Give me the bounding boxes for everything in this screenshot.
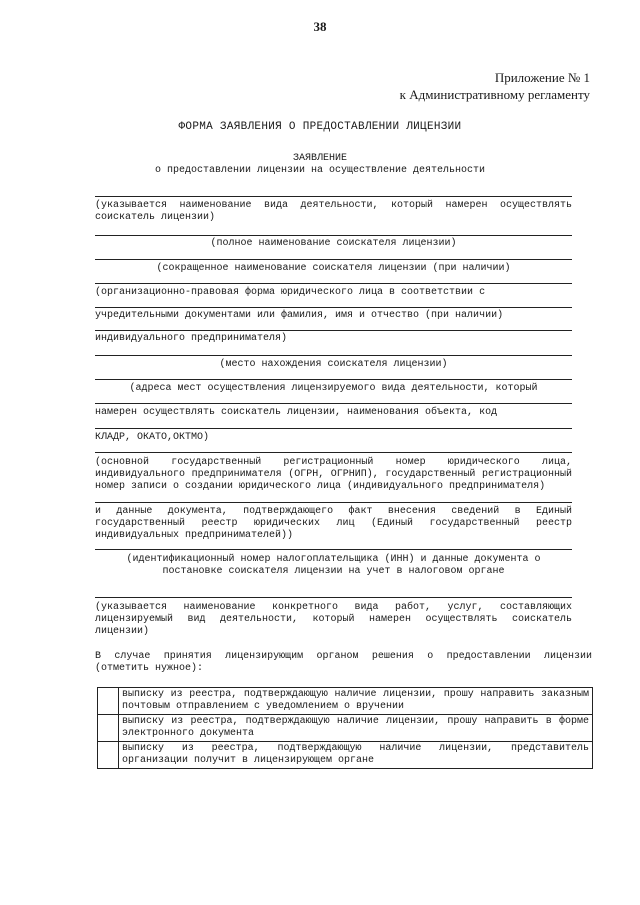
form-title: ФОРМА ЗАЯВЛЕНИЯ О ПРЕДОСТАВЛЕНИИ ЛИЦЕНЗИИ	[178, 121, 462, 133]
works-line	[95, 597, 572, 598]
short-name-line	[95, 259, 572, 260]
location-caption: (место нахождения соискателя лицензии)	[219, 359, 448, 370]
appendix-reference: к Административному регламенту	[399, 87, 590, 102]
appendix-label: Приложение № 1	[494, 70, 590, 85]
option-label-in-person: выписку из реестра, подтверждающую наличие лицензии, представитель организации получит в лицензирующем органе	[119, 742, 593, 769]
page-number: 38	[313, 19, 327, 34]
full-name-caption: (полное наименование соискателя лицензии)	[210, 238, 457, 249]
egr-line	[95, 502, 572, 503]
delivery-option-row	[98, 742, 593, 769]
works-caption: (указывается наименование конкретного вида работ, услуг, составляющих лицензируемый вид деятельности, который намерен осуществлять соискатель лицензии)	[95, 602, 572, 637]
addresses-caption-2: намерен осуществлять соискатель лицензии, наименования объекта, код	[95, 407, 498, 418]
legal-form-caption-3: индивидуального предпринимателя)	[95, 333, 288, 344]
addresses-line-1	[95, 379, 572, 380]
full-name-line	[95, 235, 572, 236]
addresses-caption-1: (адреса мест осуществления лицензируемого вида деятельности, который	[129, 383, 538, 394]
delivery-option-row	[98, 715, 593, 742]
activity-kind-line	[95, 196, 572, 197]
addresses-line-2	[95, 403, 572, 404]
legal-form-line-3	[95, 330, 572, 331]
activity-kind-caption: (указывается наименование вида деятельности, который намерен осуществлять соискатель лицензии)	[95, 200, 572, 223]
option-label-mail: выписку из реестра, подтверждающую наличие лицензии, прошу направить заказным почтовым отправлением с уведомлением о вручении	[119, 688, 593, 715]
decision-text: В случае принятия лицензирующим органом решения о предоставлении лицензии (отметить нужное):	[95, 651, 592, 674]
option-checkbox-electronic[interactable]	[98, 715, 119, 742]
statement-subtitle: о предоставлении лицензии на осуществление деятельности	[154, 165, 486, 176]
delivery-option-row	[98, 688, 593, 715]
inn-line	[95, 549, 572, 550]
ogrn-caption: (основной государственный регистрационный номер юридического лица, индивидуального предпринимателя (ОГРН, ОГРНИП), государственный регистрационный номер записи о создании юридического лица (индивидуального предпринимателя)	[95, 457, 572, 492]
legal-form-caption-2: учредительными документами или фамилия, имя и отчество (при наличии)	[95, 310, 504, 321]
option-checkbox-mail[interactable]	[98, 688, 119, 715]
option-label-electronic: выписку из реестра, подтверждающую наличие лицензии, прошу направить в форме электронного документа	[119, 715, 593, 742]
inn-caption: (идентификационный номер налогоплательщика (ИНН) и данные документа о постановке соискателя лицензии на учет в налоговом органе	[126, 554, 541, 577]
delivery-options-table	[97, 687, 593, 769]
egr-caption: и данные документа, подтверждающего факт внесения сведений в Единый государственный реестр юридических лиц (Единый государственный реестр индивидуальных предпринимателей))	[95, 506, 572, 541]
short-name-caption: (сокращенное наименование соискателя лицензии (при наличии)	[156, 263, 511, 274]
legal-form-line-1	[95, 283, 572, 284]
addresses-caption-3: КЛАДР, ОКАТО,ОКТМО)	[95, 432, 210, 443]
location-line	[95, 355, 572, 356]
option-checkbox-in-person[interactable]	[98, 742, 119, 769]
legal-form-line-2	[95, 307, 572, 308]
addresses-line-3	[95, 428, 572, 429]
statement-title: ЗАЯВЛЕНИЕ	[292, 153, 347, 164]
legal-form-caption-1: (организационно-правовая форма юридического лица в соответствии с	[95, 287, 486, 298]
ogrn-line	[95, 452, 572, 453]
